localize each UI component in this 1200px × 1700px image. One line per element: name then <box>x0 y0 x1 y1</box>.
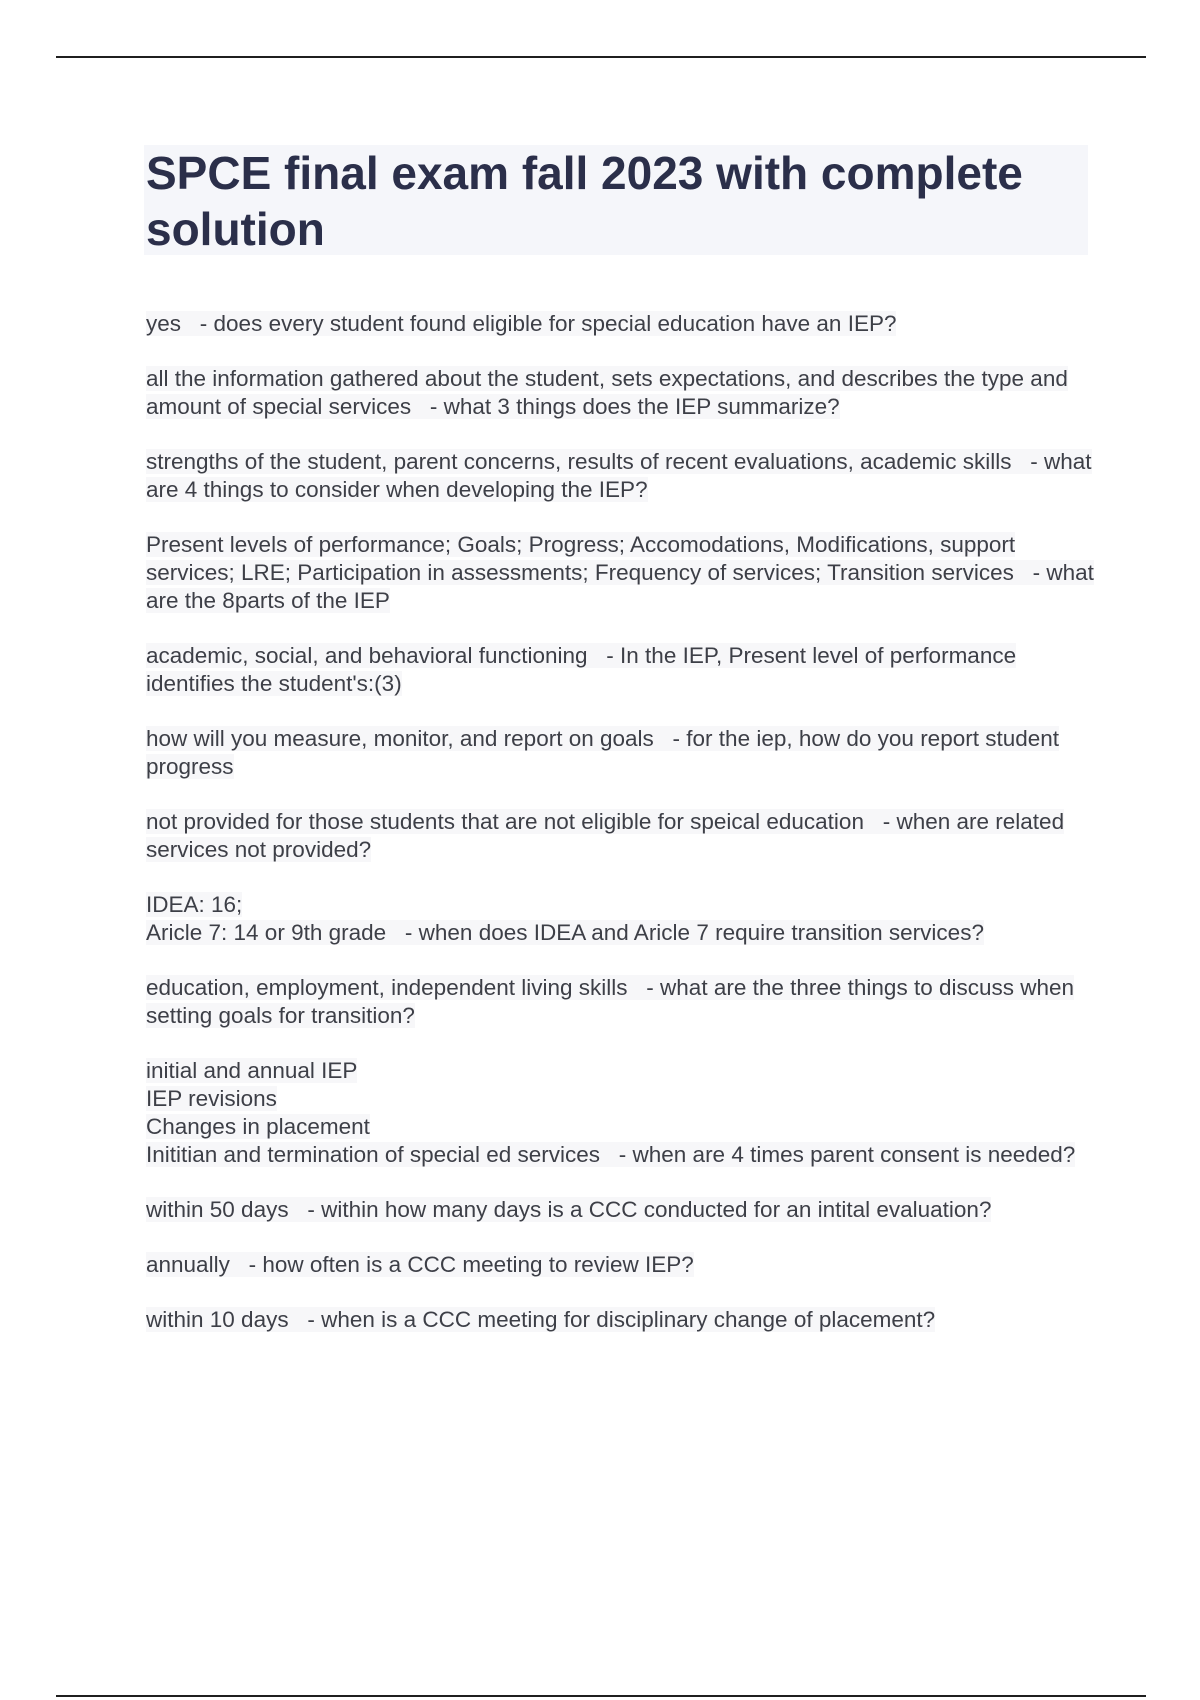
flashcard-line <box>146 919 1096 947</box>
bottom-rule <box>56 1695 1146 1697</box>
flashcard-line <box>146 725 1096 781</box>
flashcard-question: - what are the 8parts of the IEP <box>146 560 1094 613</box>
flashcard-line <box>146 974 1096 1030</box>
flashcard <box>146 974 1096 1030</box>
flashcard-answer: within 50 days <box>146 1197 289 1222</box>
flashcard-answer: how will you measure, monitor, and report on goals <box>146 726 654 751</box>
flashcard <box>146 1306 1096 1334</box>
flashcard-answer: within 10 days <box>146 1307 289 1332</box>
flashcard-question: - what are the three things to discuss when setting goals for transition? <box>146 975 1075 1028</box>
flashcard <box>146 642 1096 698</box>
flashcard-answer: all the information gathered about the student, sets expectations, and describes the type and amount of special services <box>146 366 1068 419</box>
flashcard <box>146 310 1096 338</box>
flashcard-answer: strengths of the student, parent concerns, results of recent evaluations, academic skills <box>146 449 1012 474</box>
flashcard-line <box>146 642 1096 698</box>
flashcard-answer: Inititian and termination of special ed services <box>146 1142 600 1167</box>
flashcard-question: - within how many days is a CCC conducted for an intital evaluation? <box>307 1197 992 1222</box>
flashcard <box>146 365 1096 421</box>
flashcard-question: - when does IDEA and Aricle 7 require transition services? <box>404 920 984 945</box>
flashcard <box>146 531 1096 615</box>
flashcard-answer: not provided for those students that are not eligible for speical education <box>146 809 864 834</box>
flashcard-answer: Aricle 7: 14 or 9th grade <box>146 920 387 945</box>
flashcard-line <box>146 891 1096 919</box>
flashcard-answer: IDEA: 16; <box>146 892 243 917</box>
flashcard-line <box>146 310 1096 338</box>
flashcard-answer: academic, social, and behavioral functioning <box>146 643 588 668</box>
flashcard-line <box>146 448 1096 504</box>
flashcard <box>146 725 1096 781</box>
flashcard <box>146 448 1096 504</box>
flashcard-line <box>146 1306 1096 1334</box>
flashcard-answer: yes <box>146 311 182 336</box>
flashcard-line <box>146 1251 1096 1279</box>
flashcard-answer: Changes in placement <box>146 1114 370 1139</box>
flashcard-line <box>146 1113 1096 1141</box>
flashcard-line <box>146 365 1096 421</box>
flashcard <box>146 1196 1096 1224</box>
flashcard <box>146 1057 1096 1169</box>
flashcard-list <box>146 310 1096 1361</box>
flashcard <box>146 1251 1096 1279</box>
flashcard <box>146 808 1096 864</box>
flashcard-line <box>146 1196 1096 1224</box>
flashcard-line <box>146 808 1096 864</box>
flashcard-question: - In the IEP, Present level of performance identifies the student's:(3) <box>146 643 1017 696</box>
flashcard-question: - when are related services not provided? <box>146 809 1065 862</box>
flashcard-answer: education, employment, independent living skills <box>146 975 628 1000</box>
flashcard-question: - for the iep, how do you report student progress <box>146 726 1060 779</box>
document-title: SPCE final exam fall 2023 with complete solution <box>146 147 1023 255</box>
flashcard-question: - does every student found eligible for special education have an IEP? <box>199 311 897 336</box>
flashcard-question: - when are 4 times parent consent is needed? <box>618 1142 1076 1167</box>
flashcard-answer: Present levels of performance; Goals; Progress; Accomodations, Modifications, support services; LRE; Participation in assessments; Frequency of services; Transition services <box>146 532 1016 585</box>
flashcard-answer: annually <box>146 1252 230 1277</box>
flashcard-line <box>146 1085 1096 1113</box>
flashcard-answer: initial and annual IEP <box>146 1058 358 1083</box>
flashcard-line <box>146 1057 1096 1085</box>
flashcard-answer: IEP revisions <box>146 1086 277 1111</box>
flashcard-question: - how often is a CCC meeting to review IEP? <box>248 1252 694 1277</box>
flashcard-line <box>146 531 1096 615</box>
flashcard-line <box>146 1141 1096 1169</box>
flashcard <box>146 891 1096 947</box>
flashcard-question: - what are 4 things to consider when developing the IEP? <box>146 449 1092 502</box>
top-rule <box>56 56 1146 58</box>
flashcard-question: - what 3 things does the IEP summarize? <box>429 394 840 419</box>
flashcard-question: - when is a CCC meeting for disciplinary change of placement? <box>307 1307 936 1332</box>
